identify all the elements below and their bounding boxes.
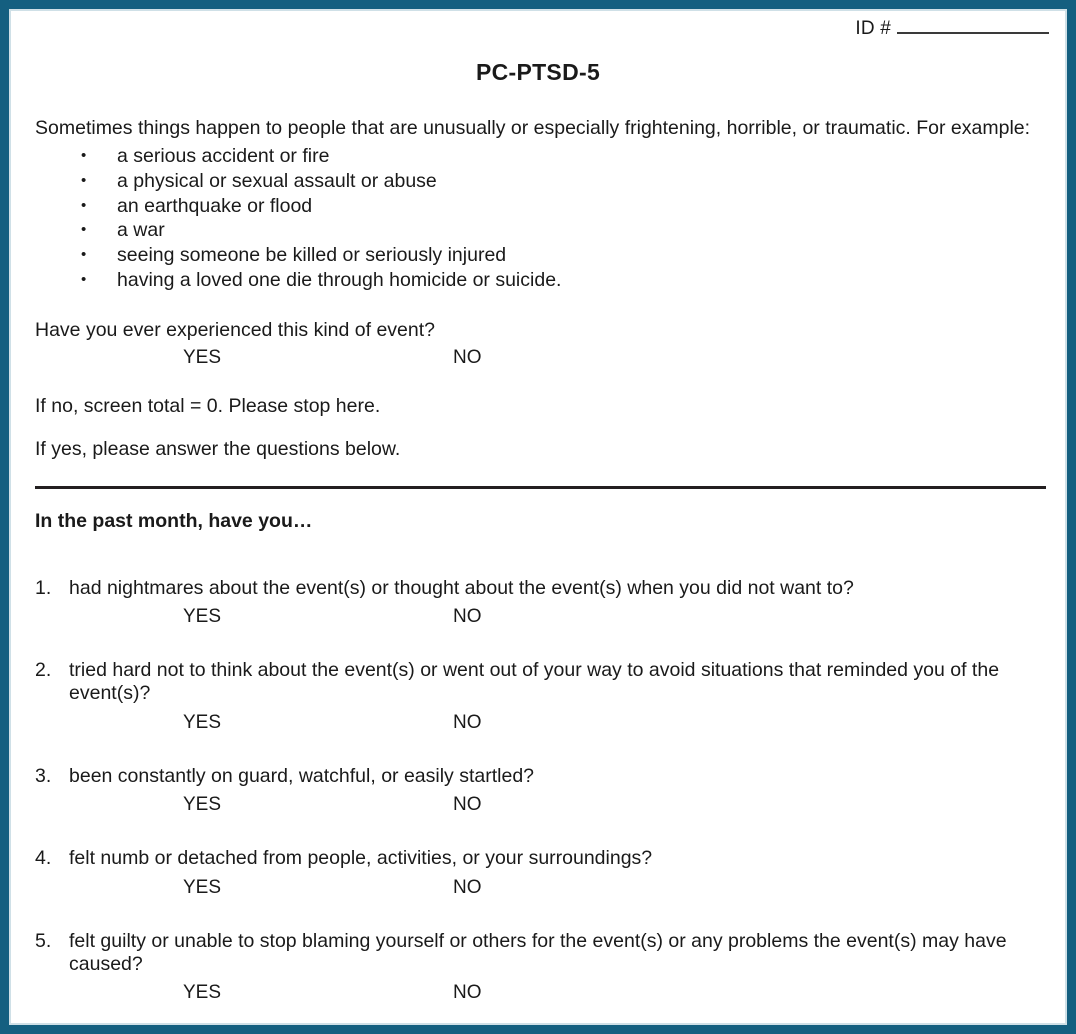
question-5-no-option[interactable]: NO (453, 982, 482, 1004)
id-input-blank[interactable] (897, 17, 1049, 34)
question-number: 5. (35, 929, 52, 952)
question-text-row (35, 577, 1041, 600)
question-2-answer-row (35, 712, 1041, 740)
document-page (9, 9, 1067, 1025)
list-item-label: a serious accident or fire (117, 145, 330, 167)
question-4-no-option[interactable]: NO (453, 876, 482, 898)
question-text-row (35, 930, 1041, 977)
question-item-5 (35, 930, 1041, 1011)
intro-paragraph: Sometimes things happen to people that are unusually or especially frightening, horrible, or traumatic. For example: (35, 117, 1031, 139)
list-item (35, 195, 1041, 219)
list-item (35, 244, 1041, 268)
list-item-label: having a loved one die through homicide or suicide. (117, 268, 562, 291)
question-4-yes-option[interactable]: YES (183, 876, 222, 898)
example-events-list (35, 145, 1041, 293)
question-text-row (35, 847, 1041, 870)
bullet-icon: • (81, 196, 87, 214)
id-label: ID # (855, 18, 891, 39)
question-1-yes-option[interactable]: YES (183, 606, 222, 628)
screening-question: Have you ever experienced this kind of event? (35, 318, 435, 341)
question-item-1 (35, 577, 1041, 634)
bullet-icon: • (81, 246, 87, 264)
list-item (35, 170, 1041, 194)
question-3-yes-option[interactable]: YES (183, 794, 222, 816)
bullet-icon: • (81, 270, 87, 288)
question-text-row (35, 659, 1041, 706)
list-item-label: seeing someone be killed or seriously injured (117, 244, 507, 267)
page-title: PC-PTSD-5 (475, 59, 601, 85)
question-number: 2. (35, 659, 52, 682)
question-label: been constantly on guard, watchful, or easily startled? (69, 764, 535, 787)
bullet-icon: • (81, 221, 87, 239)
questions-list (35, 577, 1041, 1011)
bullet-icon: • (81, 147, 87, 164)
question-item-4 (35, 847, 1041, 904)
question-3-answer-row (35, 794, 1041, 822)
question-2-no-option[interactable]: NO (453, 711, 482, 733)
question-5-answer-row (35, 982, 1041, 1010)
bullet-icon: • (81, 171, 87, 189)
question-1-no-option[interactable]: NO (453, 606, 482, 628)
section-divider (35, 486, 1046, 489)
screening-note-yes: If yes, please answer the questions below. (35, 437, 401, 460)
question-1-answer-row (35, 606, 1041, 634)
list-item (35, 145, 1041, 169)
question-number: 1. (35, 576, 52, 599)
question-label: felt numb or detached from people, activities, or your surroundings? (69, 847, 653, 870)
list-item (35, 219, 1041, 243)
screening-no-option[interactable]: NO (453, 346, 482, 368)
document-content (25, 117, 1051, 1010)
section-heading: In the past month, have you… (35, 509, 313, 532)
question-item-2 (35, 659, 1041, 740)
question-text-row (35, 765, 1041, 788)
list-item-label: a physical or sexual assault or abuse (117, 169, 437, 192)
id-field-row (25, 11, 1051, 40)
screening-answer-row (35, 347, 1041, 375)
question-5-yes-option[interactable]: YES (183, 982, 222, 1004)
question-label: felt guilty or unable to stop blaming yourself or others for the event(s) or any problems the event(s) may have caused? (69, 929, 1007, 976)
question-number: 4. (35, 847, 52, 870)
list-item-label: an earthquake or flood (117, 194, 313, 217)
list-item (35, 269, 1041, 293)
list-item-label: a war (117, 219, 165, 242)
screening-note-no: If no, screen total = 0. Please stop here. (35, 394, 381, 417)
question-label: tried hard not to think about the event(s) or went out of your way to avoid situations that reminded you of the event(s)? (69, 659, 1000, 705)
question-label: had nightmares about the event(s) or thought about the event(s) when you did not want to? (69, 576, 854, 599)
screening-yes-option[interactable]: YES (183, 346, 222, 368)
question-4-answer-row (35, 877, 1041, 905)
question-number: 3. (35, 764, 52, 787)
question-item-3 (35, 765, 1041, 822)
question-2-yes-option[interactable]: YES (183, 711, 222, 733)
question-3-no-option[interactable]: NO (453, 794, 482, 816)
